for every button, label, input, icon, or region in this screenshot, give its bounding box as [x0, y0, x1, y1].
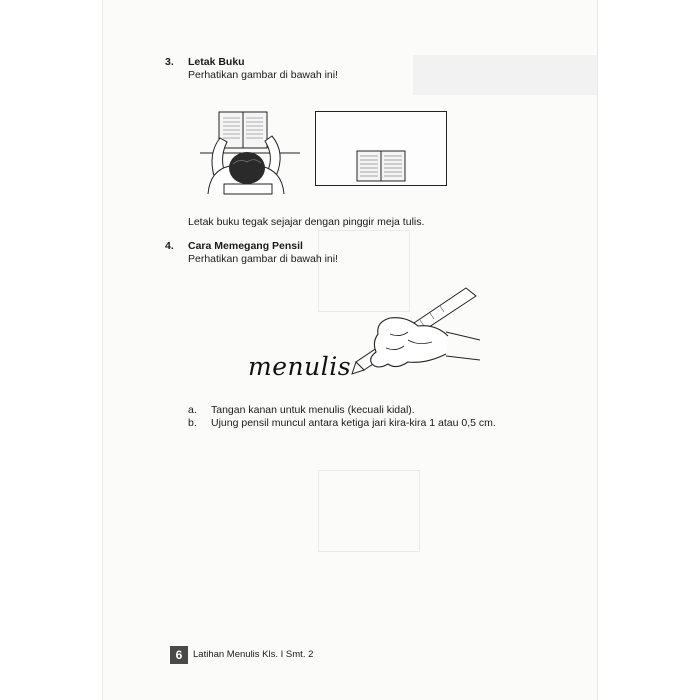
- point-b-text: Ujung pensil muncul antara ketiga jari kira-kira 1 atau 0,5 cm.: [211, 417, 496, 429]
- handwriting-sample: menulis: [248, 352, 352, 381]
- section-3-number: 3.: [165, 56, 174, 68]
- point-a-marker: a.: [188, 404, 197, 416]
- book-title-footer: Latihan Menulis Kls. I Smt. 2: [193, 649, 314, 660]
- show-through-figure-2: [318, 470, 420, 552]
- point-b-marker: b.: [188, 417, 197, 429]
- section-3-instruction: Perhatikan gambar di bawah ini!: [188, 69, 339, 81]
- child-reading-book-illustration: [200, 108, 300, 196]
- page-number: 6: [170, 646, 188, 664]
- book-on-desk-illustration: [315, 111, 447, 186]
- section-4-instruction: Perhatikan gambar di bawah ini!: [188, 253, 339, 265]
- hand-holding-pencil-illustration: [240, 282, 485, 402]
- section-4-title: Cara Memegang Pensil: [188, 240, 303, 252]
- show-through-header-band: [413, 55, 597, 95]
- section-4-number: 4.: [165, 240, 174, 252]
- section-3-title: Letak Buku: [188, 56, 245, 68]
- point-a-text: Tangan kanan untuk menulis (kecuali kidal).: [211, 404, 415, 416]
- section-3-caption: Letak buku tegak sejajar dengan pinggir meja tulis.: [188, 216, 425, 228]
